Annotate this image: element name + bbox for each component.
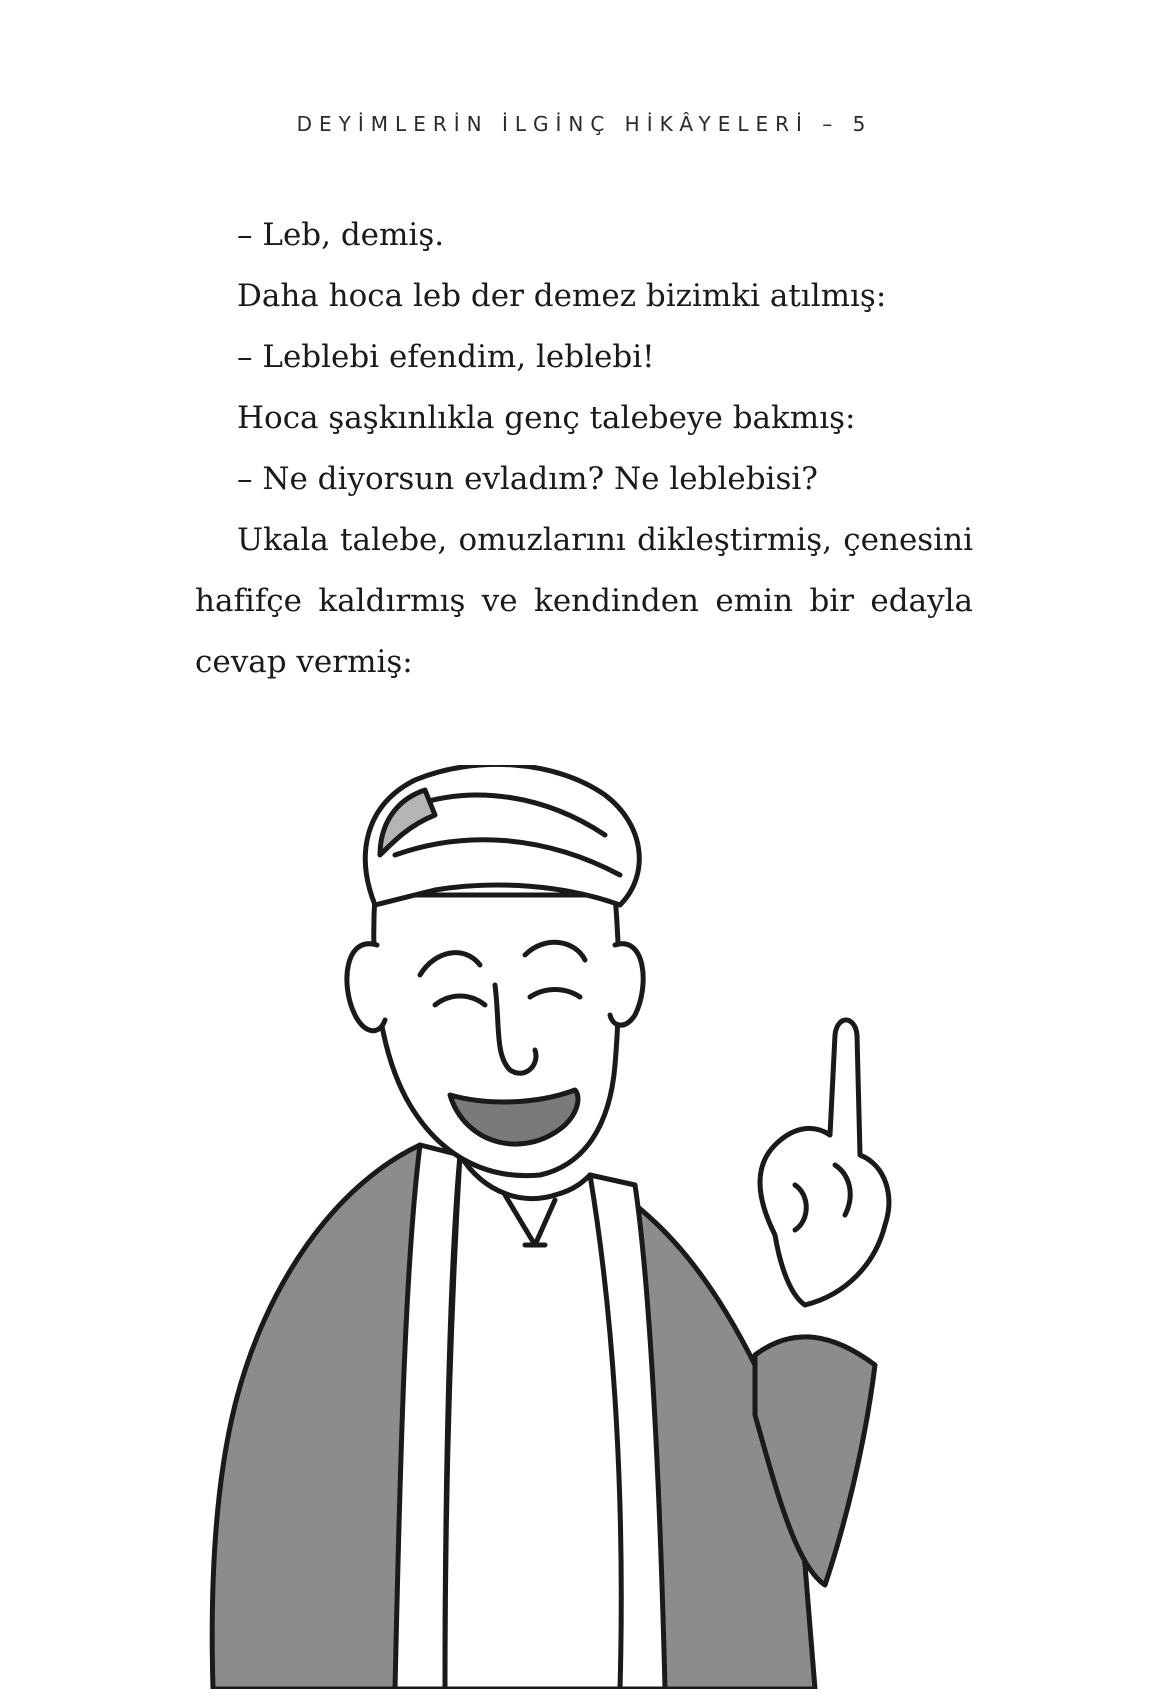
student-illustration: [195, 765, 995, 1689]
paragraph-5: – Ne diyorsun evladım? Ne leblebisi?: [237, 461, 818, 497]
paragraph-4: Hoca şaşkınlıkla genç talebeye bakmış:: [237, 400, 856, 436]
student-drawing: [195, 765, 995, 1689]
turban: [365, 765, 639, 905]
paragraph-6: Ukala talebe, omuzlarını dikleştirmiş, çenesini hafifçe kaldırmış ve kendinden emin bir edayla cevap vermiş:: [195, 522, 973, 680]
hand: [760, 1020, 889, 1305]
running-header: DEYİMLERİN İLGİNÇ HİKÂYELERİ – 5: [296, 112, 873, 136]
body-text: [195, 205, 973, 693]
paragraph-1: – Leb, demiş.: [237, 217, 445, 253]
paragraph-3: – Leblebi efendim, leblebi!: [237, 339, 655, 375]
paragraph-2: Daha hoca leb der demez bizimki atılmış:: [237, 278, 887, 314]
shirt: [445, 1155, 621, 1689]
right-ear: [610, 944, 643, 1025]
